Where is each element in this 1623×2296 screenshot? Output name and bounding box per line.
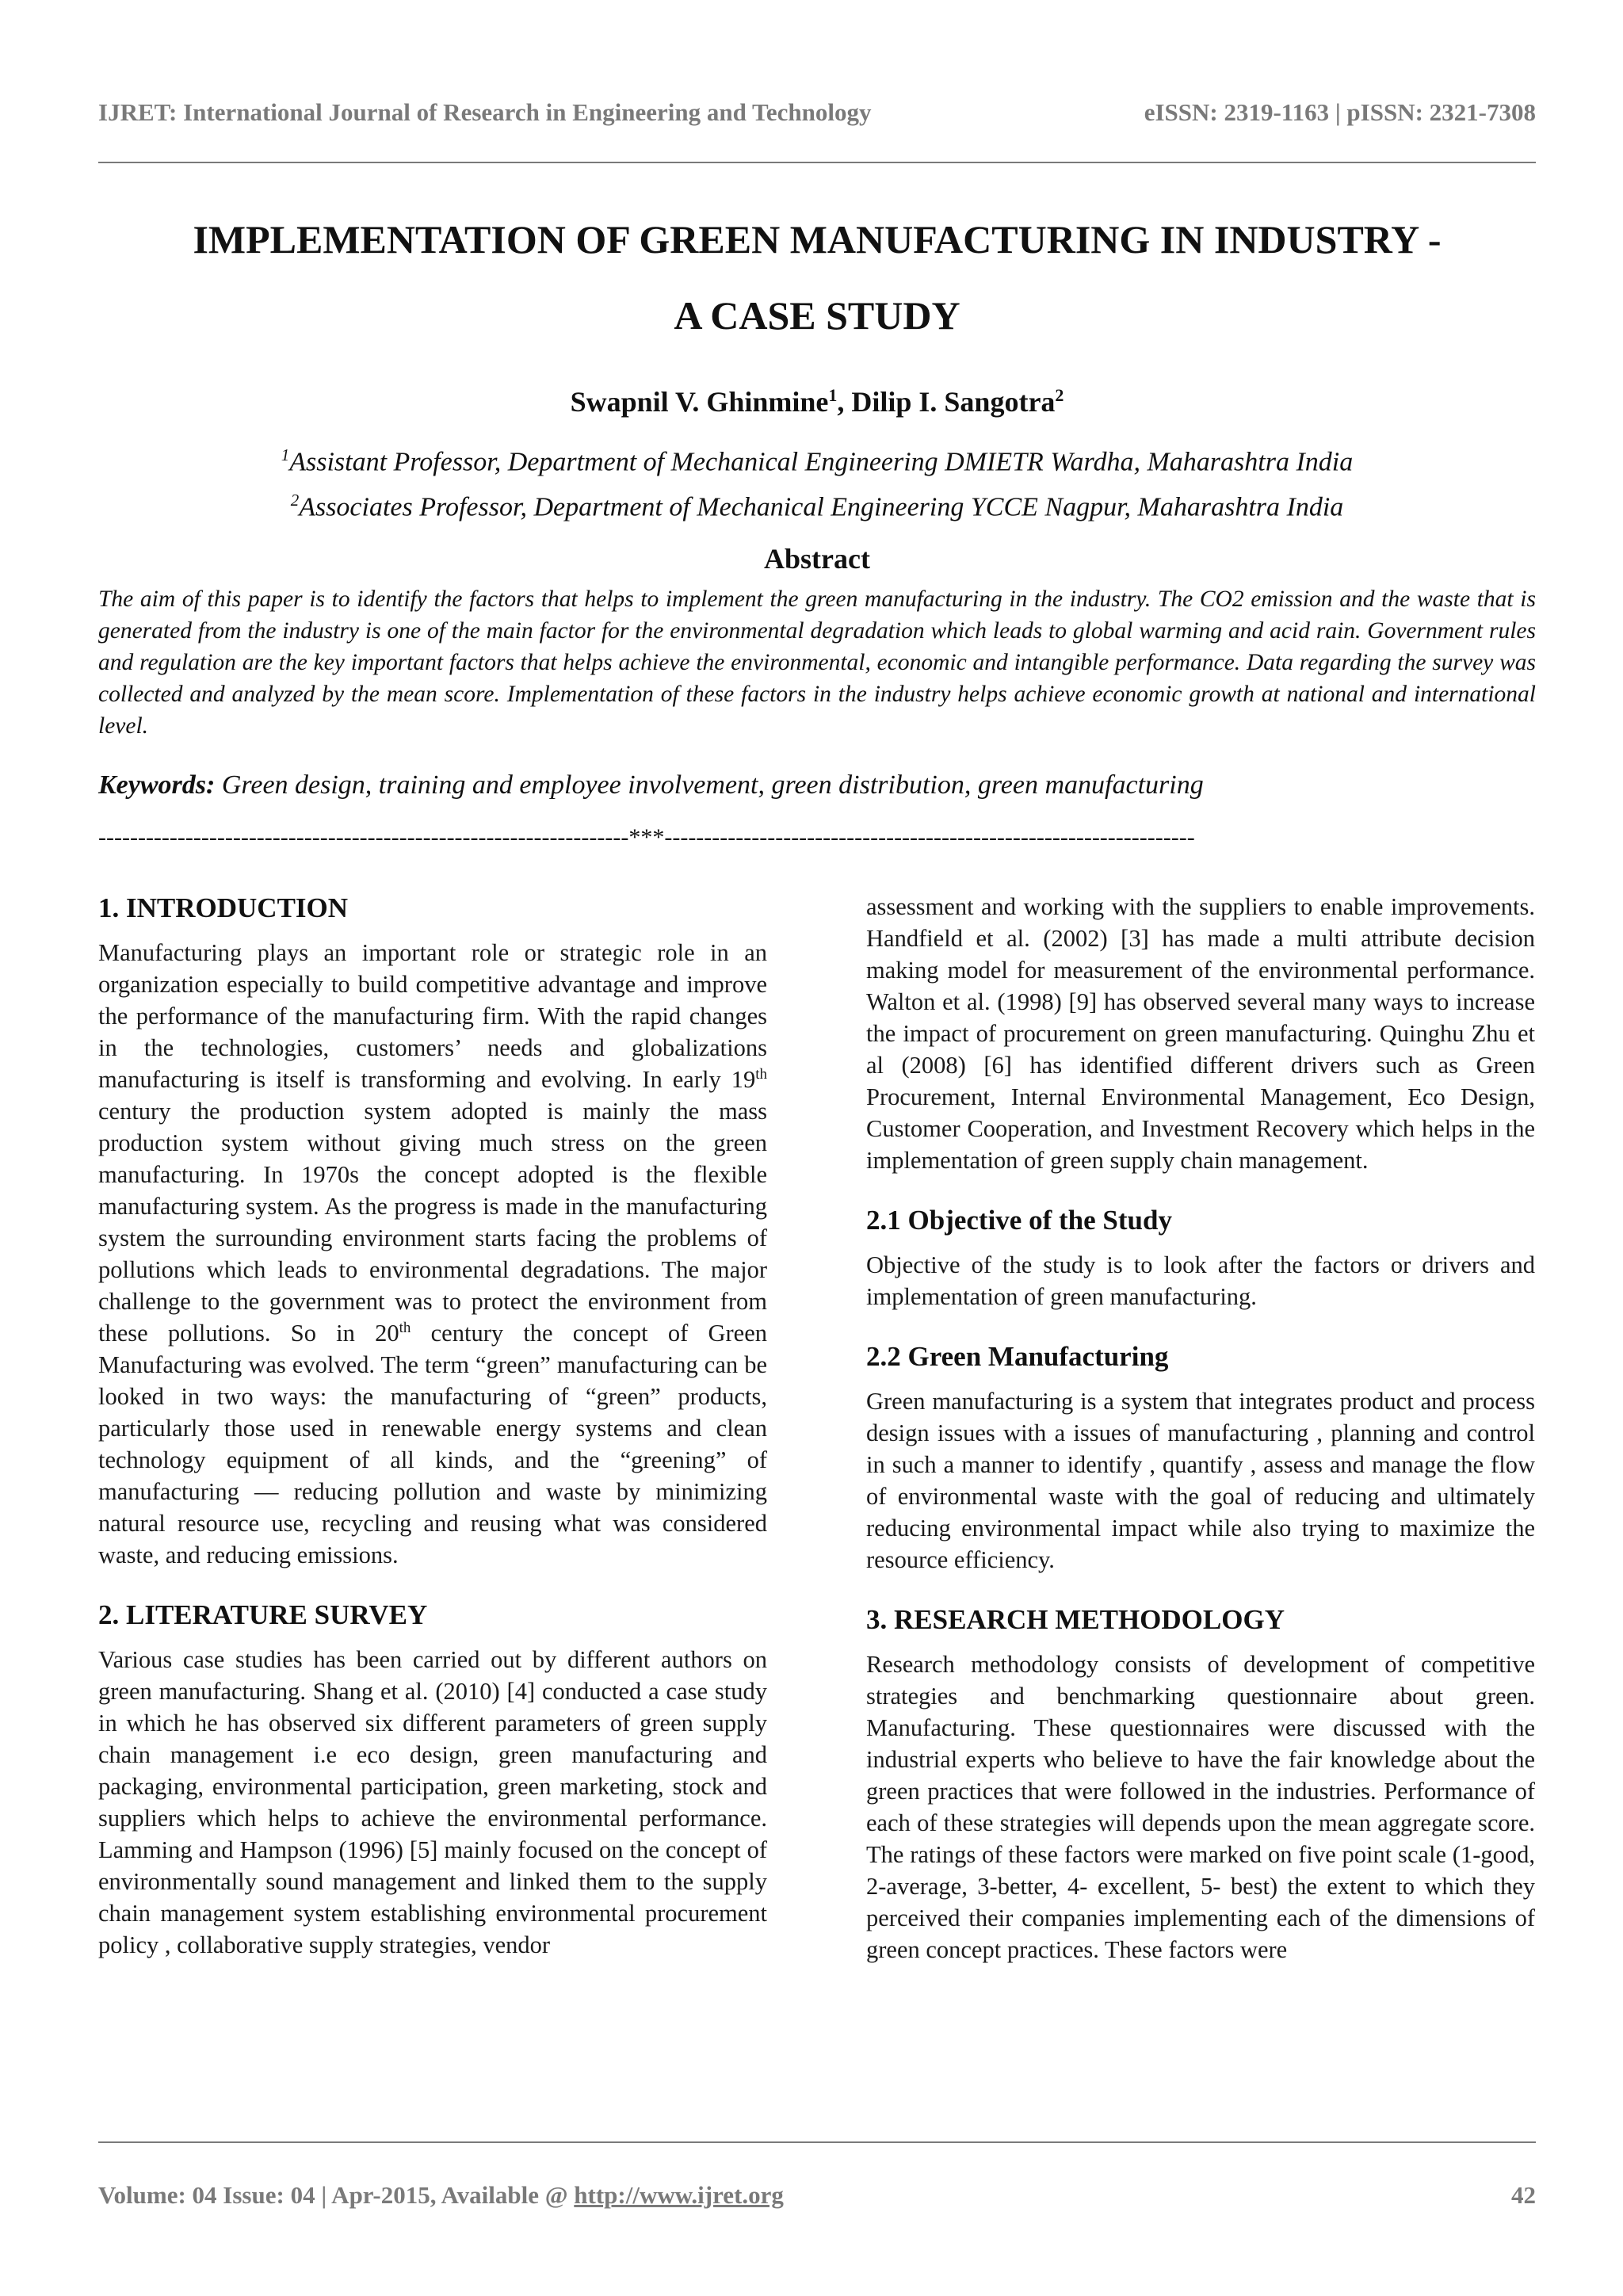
author-1: Swapnil V. Ghinmine — [570, 386, 829, 418]
abstract-heading: Abstract — [764, 543, 870, 575]
research-methodology-text: Research methodology consists of development of competitive strategies and benchmarking questionnaire about green. Manufacturing. These questionnaires were discussed with the industrial experts who believe to have the fair knowledge about the green practices that were followed in the industries. Performance of each of these strategies will depends upon the mean aggregate score. The ratings of these factors were marked on five point scale (1-good, 2-average, 3-better, 4- excellent, 5- best) the extent to which they perceived their companies implementing each of the dimensions of green concept practices. These factors were — [866, 1651, 1535, 1963]
title-line-1: IMPLEMENTATION OF GREEN MANUFACTURING IN INDUSTRY - — [193, 217, 1442, 262]
introduction-heading: 1. INTRODUCTION — [98, 892, 349, 923]
right-column — [866, 891, 1535, 1966]
title-line-2: A CASE STUDY — [674, 293, 960, 338]
introduction-text — [98, 937, 767, 1571]
literature-survey-text: Various case studies has been carried out by different authors on green manufacturing. Shang et al. (2010) [4] conducted a case study in which he has observed six different parameters of green supply chain management i.e eco design, green manufacturing and packaging, environmental participation, green marketing, stock and suppliers which helps to achieve the environmental performance. Lamming and Hampson (1996) [5] mainly focused on the concept of environmentally sound management and linked them to the supply chain management system establishing environmental procurement policy , collaborative supply strategies, vendor — [98, 1646, 767, 1958]
intro-sup-2: th — [399, 1319, 411, 1336]
green-manufacturing-text: Green manufacturing is a system that integrates product and process design issues with a issues of manufacturing , planning and control in such a manner to identify , quantify , assess and manage the flow of environmental waste with the goal of reducing and ultimately reducing environmental impact while also trying to maximize the resource efficiency. — [866, 1388, 1535, 1573]
abstract-text: The aim of this paper is to identify the factors that helps to implement the green manufacturing in the industry. The CO2 emission and the waste that is generated from the industry is one of the main factor for the environmental degradation which leads to global warming and acid rain. Government rules and regulation are the key important factors that helps achieve the environmental, economic and intangible performance. Data regarding the survey was collected and analyzed by the mean score. Implementation of these factors in the industry helps achieve economic growth at national and international level. — [98, 586, 1536, 739]
footer-volume — [98, 2181, 784, 2210]
affiliation-2-text: Associates Professor, Department of Mechanical Engineering YCCE Nagpur, Maharashtra India — [299, 492, 1344, 522]
author-separator: , — [837, 386, 852, 418]
left-column — [98, 891, 767, 1961]
author-1-mark: 1 — [828, 385, 838, 405]
keywords — [98, 770, 1536, 800]
page-number: 42 — [1511, 2181, 1536, 2209]
green-manufacturing-heading: 2.2 Green Manufacturing — [866, 1341, 1169, 1372]
affiliation-1-text: Assistant Professor, Department of Mechanical Engineering DMIETR Wardha, Maharashtra India — [289, 447, 1354, 477]
literature-survey-heading: 2. LITERATURE SURVEY — [98, 1599, 428, 1630]
objective-text: Objective of the study is to look after the factors or drivers and implementation of green manufacturing. — [866, 1251, 1535, 1310]
author-list — [98, 385, 1536, 418]
affiliation-2-mark: 2 — [290, 491, 300, 510]
journal-name: IJRET: International Journal of Research in Engineering and Technology — [98, 98, 872, 126]
affiliations — [98, 436, 1536, 527]
intro-part-a: Manufacturing plays an important role or strategic role in an organization especially to build competitive advantage and improve the performance of the manufacturing firm. With the rapid changes in the technologies, customers’ needs and globalizations manufacturing is itself is transforming and evolving. In early 19 — [98, 939, 767, 1093]
header-divider — [98, 162, 1536, 163]
keywords-label: Keywords: — [98, 770, 216, 800]
literature-survey-continued: assessment and working with the suppliers to enable improvements. Handfield et al. (2002) [3] has made a multi attribute decision making model for measurement of the environmental performance. Walton et al. (1998) [9] has observed several many ways to increase the impact of procurement on green manufacturing. Quinghu Zhu et al (2008) [6] has identified different drivers such as Green Procurement, Internal Environmental Management, Eco Design, Customer Cooperation, and Investment Recovery which helps in the implementation of green supply chain management. — [866, 893, 1535, 1174]
issn-info: eISSN: 2319-1163 | pISSN: 2321-7308 — [1144, 98, 1536, 126]
running-header — [98, 98, 1536, 130]
section-separator: -------------------------------------------------------------------***------------------------------------------------------------------- — [98, 824, 1195, 850]
intro-part-b: century the production system adopted is mainly the mass production system without giving much stress on the green manufacturing. In 1970s the concept adopted is the flexible manufacturing system. As the progress is made in the manufacturing system the surrounding environment starts facing the problems of pollutions which leads to environmental degradations. The major challenge to the government was to protect the environment from these pollutions. So in 20 — [98, 1098, 767, 1347]
research-methodology-heading: 3. RESEARCH METHODOLOGY — [866, 1604, 1285, 1635]
journal-link[interactable]: http://www.ijret.org — [574, 2181, 784, 2209]
footer-volume-text: Volume: 04 Issue: 04 | Apr-2015, Available @ — [98, 2181, 575, 2209]
paper-title — [98, 201, 1536, 353]
affiliation-1 — [98, 436, 1536, 481]
author-2: Dilip I. Sangotra — [851, 386, 1056, 418]
keywords-text: Green design, training and employee involvement, green distribution, green manufacturing — [215, 770, 1204, 800]
footer-divider — [98, 2141, 1536, 2143]
affiliation-2 — [98, 481, 1536, 526]
intro-sup-1: th — [755, 1065, 767, 1083]
objective-heading: 2.1 Objective of the Study — [866, 1205, 1172, 1236]
intro-part-c: century the concept of Green Manufacturing was evolved. The term “green” manufacturing can be looked in two ways: the manufacturing of “green” products, particularly those used in renewable energy systems and clean technology equipment of all kinds, and the “greening” of manufacturing — reducing pollution and waste by minimizing natural resource use, recycling and reusing what was considered waste, and reducing emissions. — [98, 1320, 767, 1568]
affiliation-1-mark: 1 — [281, 445, 290, 464]
author-2-mark: 2 — [1055, 385, 1064, 405]
